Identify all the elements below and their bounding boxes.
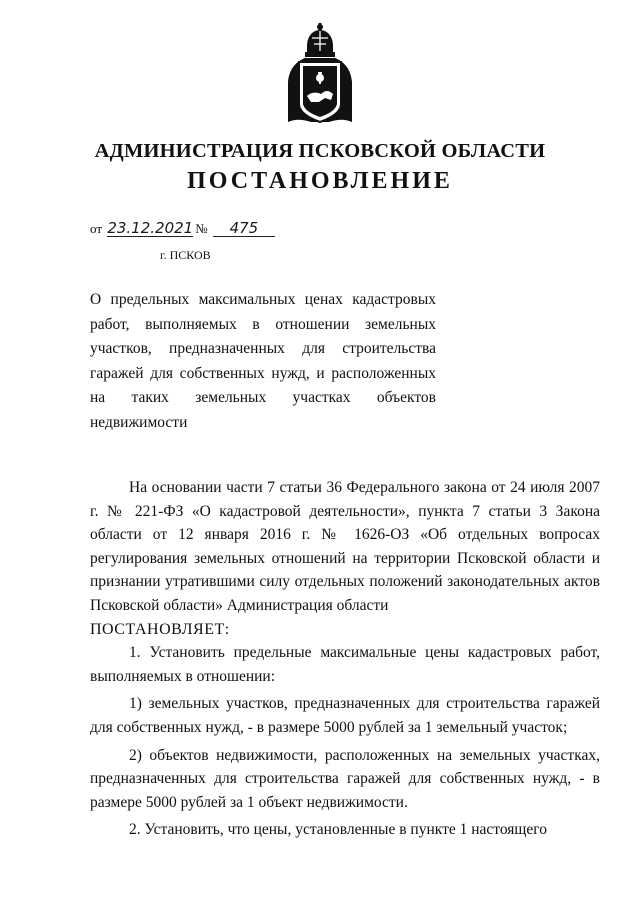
from-label: от [90,221,103,236]
number-label: № [195,221,208,236]
clause-1: 1. Установить предельные максимальные цены кадастровых работ, выполняемых в отношении: [90,644,600,685]
handwritten-number: 475 [213,220,275,237]
date-number-line [90,220,275,237]
organization-title: АДМИНИСТРАЦИЯ ПСКОВСКОЙ ОБЛАСТИ [94,140,546,162]
city-label: г. ПСКОВ [160,248,211,262]
clause-1-2: 2) объектов недвижимости, расположенных на земельных участках, предназначенных для строительства гаражей для собственных нужд, - в размере 5000 рублей за 1 объект недвижимости. [90,746,600,811]
clause-1-1: 1) земельных участков, предназначенных для строительства гаражей для собственных нужд, - в размере 5000 рублей за 1 земельный участок; [90,695,600,736]
document-type-title: ПОСТАНОВЛЕНИЕ [187,168,453,194]
resolves-heading: ПОСТАНОВЛЯЕТ: [90,620,230,638]
preamble-paragraph: На основании части 7 статьи 36 Федерального закона от 24 июля 2007 г. № 221-ФЗ «О кадастровой деятельности», пункта 7 статьи 3 Закона области от 12 января 2016 г. № 1626-ОЗ «Об отдельных вопросах регулирования земельных отношений на территории Псковской области и признании утратившими силу отдельных положений законодательных актов Псковской области» Администрация области [90,479,600,614]
document-body [90,476,600,842]
pskov-coat-of-arms-icon [285,22,355,128]
document-subject: О предельных максимальных ценах кадастровых работ, выполняемых в отношении земельных участков, предназначенных для строительства гаражей для собственных нужд, и расположенных на таких земельных участках объектов недвижимости [90,291,436,431]
handwritten-date: 23.12.2021 [107,219,194,237]
clause-2: 2. Установить, что цены, установленные в пункте 1 настоящего [129,821,547,839]
